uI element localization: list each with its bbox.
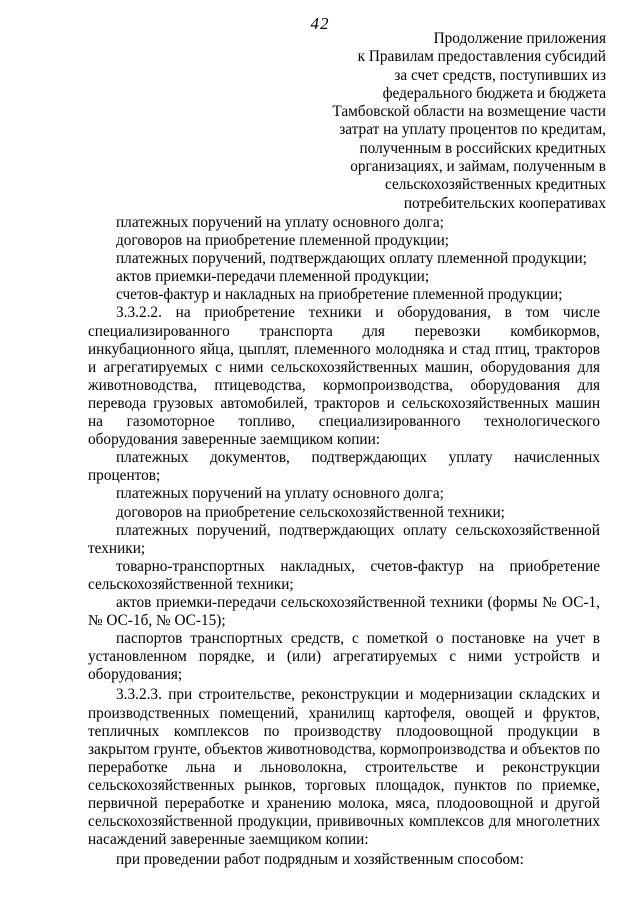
appendix-header-line: федерального бюджета и бюджета	[382, 84, 606, 102]
list-item: платежных поручений, подтверждающих оплату племенной продукции;	[116, 250, 587, 268]
list-item: платежных поручений, подтверждающих оплату сельскохозяйственной техники;	[88, 521, 600, 557]
list-item: платежных поручений на уплату основного долга;	[116, 214, 444, 231]
appendix-header-line: затрат на уплату процентов по кредитам,	[339, 121, 606, 139]
list-item: при проведении работ подрядным и хозяйственным способом:	[116, 851, 524, 869]
clause-3-3-2-3: 3.3.2.3. при строительстве, реконструкции и модернизации складских и производственных помещений, хранилищ картофеля, овощей и фруктов, тепличных комплексов по производству плодоовощной продукции в закрытом грунте, объектов животноводства, кормопроизводства и объектов по переработке льна и льноволокна, строительстве и реконструкции сельскохозяйственных рынков, торговых площадок, пунктов по приемке, первичной переработке и хранению молока, мяса, плодоовощной и другой сельскохозяйственной продукции, прививочных комплексов для многолетних насаждений заверенные заемщиком копии:	[88, 686, 600, 849]
list-item: договоров на приобретение сельскохозяйственной техники;	[116, 503, 505, 521]
list-item: договоров на приобретение племенной продукции;	[116, 232, 450, 250]
appendix-header-line: сельскохозяйственных кредитных	[384, 176, 606, 194]
list-item: паспортов транспортных средств, с пометкой о постановке на учет в установленном порядке, и (или) агрегатируемых с ними устройств и оборудования;	[88, 630, 600, 684]
appendix-header-line: за счет средств, поступивших из	[394, 66, 606, 84]
appendix-header-line: к Правилам предоставления субсидий	[357, 48, 606, 66]
list-item: актов приемки-передачи сельскохозяйственной техники (формы № ОС-1, № ОС-1б, № ОС-15);	[88, 593, 600, 630]
list-item: актов приемки-передачи племенной продукции;	[116, 268, 430, 286]
list-item: товарно-транспортных накладных, счетов-фактур на приобретение сельскохозяйственной техники;	[88, 557, 600, 593]
appendix-header-line: Тамбовской области на возмещение части	[332, 103, 606, 121]
list-item: платежных документов, подтверждающих уплату начисленных процентов;	[88, 449, 600, 485]
page-number: 42	[310, 14, 330, 33]
document-body	[88, 214, 600, 869]
appendix-header-line: организациях, и займам, полученным в	[350, 158, 606, 176]
appendix-header-line: потребительских кооперативах	[403, 194, 606, 212]
appendix-header-line: Продолжение приложения	[433, 30, 606, 47]
appendix-header-line: полученным в российских кредитных	[359, 139, 606, 157]
list-item: платежных поручений на уплату основного долга;	[116, 485, 444, 503]
clause-3-3-2-2: 3.3.2.2. на приобретение техники и оборудования, в том числе специализированного транспорта для перевозки комбикормов, инкубационного яйца, цыплят, племенного молодняка и стад птиц, тракторов и агрегатируемых с ними сельскохозяйственных машин, оборудования для животноводства, птицеводства, кормопроизводства, оборудования для перевода грузовых автомобилей, тракторов и сельскохозяйственных машин на газомоторное топливо, специализированного технологического оборудования заверенные заемщиком копии:	[88, 304, 600, 449]
list-item: счетов-фактур и накладных на приобретение племенной продукции;	[116, 286, 563, 304]
appendix-header	[300, 30, 606, 213]
